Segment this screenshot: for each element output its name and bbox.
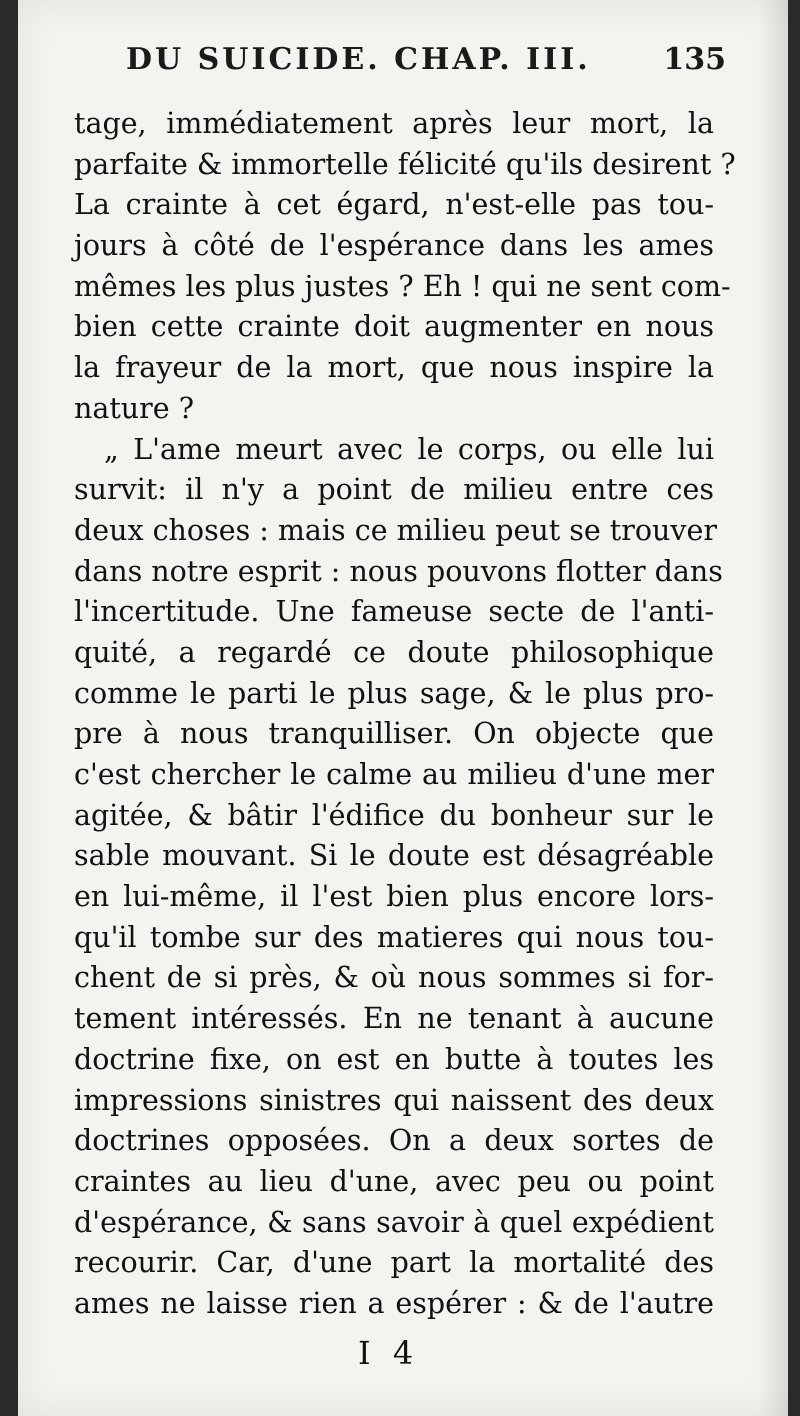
page-header	[126, 42, 726, 92]
book-page	[18, 0, 788, 1416]
body-text	[74, 104, 736, 1325]
running-head: DU SUICIDE. CHAP. III.	[126, 42, 591, 77]
text-line: c'est chercher le calme au milieu d'une mer	[74, 758, 714, 791]
text-line: parfaite & immortelle félicité qu'ils desirent ?	[74, 147, 736, 181]
text-line: comme le parti le plus sage, & le plus pro-	[74, 676, 714, 710]
text-line: doctrines opposées. On a deux sortes de	[74, 1124, 714, 1158]
text-line: pre à nous tranquilliser. On objecte que	[74, 717, 714, 751]
text-line: d'espérance, & sans savoir à quel expédient	[74, 1205, 714, 1239]
page-number: 135	[663, 42, 726, 77]
text-line: craintes au lieu d'une, avec peu ou point	[74, 1164, 714, 1198]
signature-mark: I 4	[358, 1334, 420, 1372]
text-line: bien cette crainte doit augmenter en nous	[74, 310, 714, 344]
text-line: ames ne laisse rien a espérer : & de l'autre	[74, 1286, 714, 1320]
text-line: en lui-même, il l'est bien plus encore lors-	[74, 880, 714, 914]
text-line: qu'il tombe sur des matieres qui nous tou-	[74, 920, 714, 954]
text-line: agitée, & bâtir l'édifice du bonheur sur le	[74, 798, 714, 832]
text-line: doctrine fixe, on est en butte à toutes les	[74, 1042, 714, 1076]
text-line: tement intéressés. En ne tenant à aucune	[74, 1002, 714, 1036]
text-line: La crainte à cet égard, n'est-elle pas tou-	[74, 188, 714, 222]
text-line: nature ?	[74, 391, 194, 425]
text-line: mêmes les plus justes ? Eh ! qui ne sent com-	[74, 269, 731, 303]
text-line: dans notre esprit : nous pouvons flotter dans	[74, 554, 723, 588]
text-line: la frayeur de la mort, que nous inspire la	[74, 351, 714, 385]
text-line: „ L'ame meurt avec le corps, ou elle lui	[104, 432, 714, 466]
text-line: jours à côté de l'espérance dans les ames	[74, 229, 714, 263]
text-line: deux choses : mais ce milieu peut se trouver	[74, 513, 717, 547]
text-line: recourir. Car, d'une part la mortalité des	[74, 1246, 714, 1280]
text-line: l'incertitude. Une fameuse secte de l'anti-	[74, 595, 714, 629]
text-line: impressions sinistres qui naissent des deux	[74, 1083, 714, 1117]
text-line: chent de si près, & où nous sommes si for-	[74, 961, 714, 995]
text-line: sable mouvant. Si le doute est désagréable	[74, 839, 714, 873]
text-line: tage, immédiatement après leur mort, la	[74, 107, 714, 140]
text-line: quité, a regardé ce doute philosophique	[74, 635, 714, 669]
text-line: survit: il n'y a point de milieu entre ces	[74, 473, 714, 507]
